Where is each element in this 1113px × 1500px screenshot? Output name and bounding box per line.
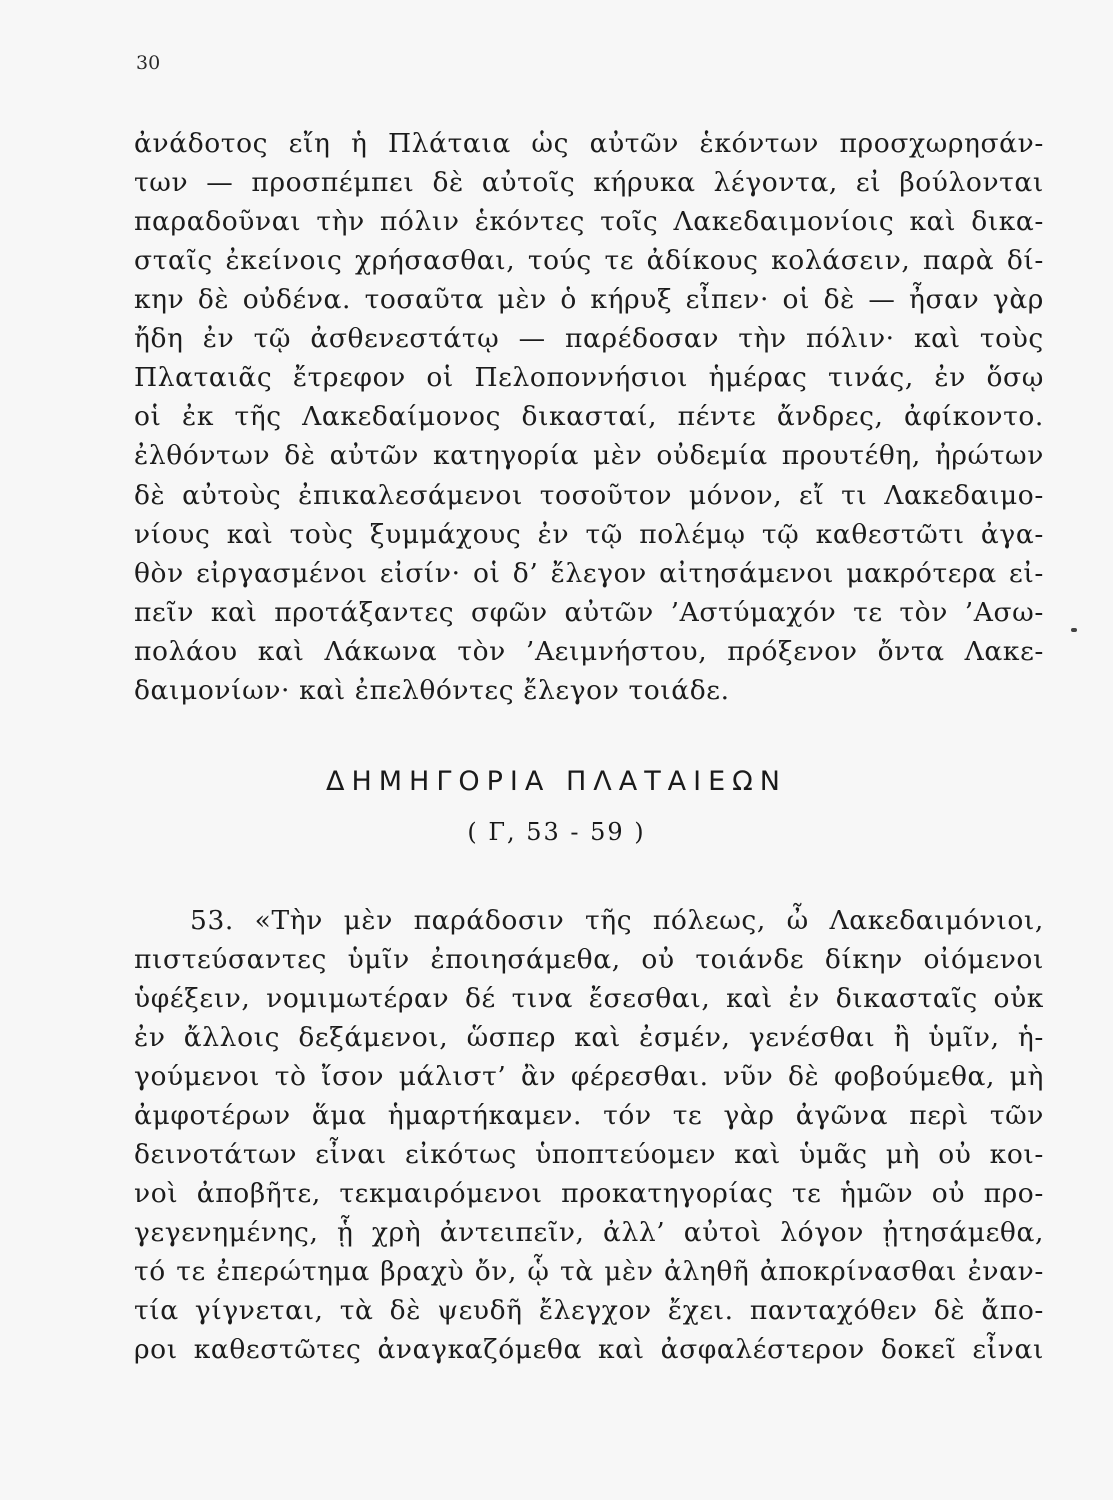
word: Λακε- bbox=[964, 636, 1044, 667]
word: ἅμα bbox=[311, 1100, 367, 1131]
word: γὰρ bbox=[723, 1100, 775, 1131]
word: βραχὺ bbox=[380, 1256, 465, 1287]
word: τεκμαιρόμενοι bbox=[339, 1178, 543, 1209]
word: πόλιν· bbox=[806, 323, 895, 354]
word: δοκεῖ bbox=[880, 1334, 957, 1365]
word: εἰργασμένοι bbox=[196, 558, 368, 589]
word: τε bbox=[604, 245, 635, 276]
word: ὑφέξειν, bbox=[134, 983, 251, 1014]
word: ὥσπερ bbox=[466, 1022, 557, 1053]
word: μὴ bbox=[885, 1139, 921, 1170]
word: οἱ bbox=[134, 401, 162, 432]
word: ᾧ bbox=[527, 1256, 550, 1287]
word: προσπέμπει bbox=[251, 167, 415, 198]
word: ἐναν- bbox=[967, 1256, 1044, 1287]
word: εἰ bbox=[855, 167, 882, 198]
word: προυτέθη, bbox=[781, 440, 921, 471]
word: φοβούμεθα, bbox=[833, 1061, 996, 1092]
word: ἀφίκοντο. bbox=[904, 401, 1044, 432]
word: πεῖν bbox=[134, 597, 195, 628]
word: δὲ bbox=[197, 284, 230, 315]
word: ἡμέρας bbox=[708, 362, 808, 393]
word: αὐτοὶ bbox=[683, 1217, 762, 1248]
word: θὸν bbox=[134, 558, 184, 589]
word: κήρυξ bbox=[590, 284, 673, 315]
word: περὶ bbox=[909, 1100, 969, 1131]
word: τε bbox=[853, 597, 883, 628]
word: τὰ bbox=[560, 1256, 594, 1287]
word: Πλάταια bbox=[388, 128, 511, 159]
word: ὑμᾶς bbox=[799, 1139, 868, 1170]
word: νίους bbox=[134, 519, 211, 550]
word: οὐ bbox=[938, 1139, 972, 1170]
word: ψευδῆ bbox=[437, 1295, 523, 1326]
word: κην bbox=[134, 284, 185, 315]
word: ’Αειμνήστου, bbox=[525, 636, 708, 667]
word: δὲ bbox=[933, 1295, 966, 1326]
word: ἀλλ’ bbox=[603, 1217, 666, 1248]
word: δικασταί, bbox=[521, 401, 658, 432]
word: ἐσμέν, bbox=[639, 1022, 731, 1053]
word: τοὺς bbox=[979, 323, 1044, 354]
word: τὸν bbox=[457, 636, 506, 667]
word: καὶ bbox=[726, 983, 773, 1014]
word: Λάκωνα bbox=[324, 636, 438, 667]
word: τε bbox=[791, 1178, 822, 1209]
word: τό bbox=[134, 1256, 166, 1287]
text-line bbox=[134, 597, 1044, 629]
word: παραδοῦναι bbox=[134, 206, 302, 237]
word: λόγον bbox=[780, 1217, 864, 1248]
word: οὐδεμία bbox=[656, 440, 768, 471]
word: ἴσον bbox=[321, 1061, 385, 1092]
word: τοσαῦτα bbox=[364, 284, 485, 315]
word: μὲν bbox=[343, 905, 393, 936]
word: προτάξαντες bbox=[274, 597, 455, 628]
text-line bbox=[134, 519, 1044, 551]
text-line bbox=[134, 1022, 1044, 1054]
word: τῷ bbox=[761, 519, 800, 550]
text-line bbox=[134, 245, 1044, 277]
word: μὲν bbox=[592, 440, 643, 471]
word: τῆς bbox=[585, 905, 633, 936]
word: εἶναι bbox=[315, 1139, 387, 1170]
word: ὑποπτεύομεν bbox=[535, 1139, 717, 1170]
word: προ- bbox=[983, 1178, 1044, 1209]
word: ἐκείνοις bbox=[225, 245, 343, 276]
word: φέρεσθαι. bbox=[570, 1061, 709, 1092]
word: ἔλεγον bbox=[550, 558, 647, 589]
word: μὴ bbox=[1009, 1061, 1044, 1092]
word: χρὴ bbox=[371, 1217, 422, 1248]
word: ἦσαν bbox=[909, 284, 980, 315]
word: αὐτῶν bbox=[329, 440, 419, 471]
text-line bbox=[134, 167, 1044, 199]
word: καὶ bbox=[913, 323, 961, 354]
word: οἱ bbox=[782, 284, 811, 315]
word: 53. bbox=[190, 905, 234, 936]
word: ἡμῶν bbox=[840, 1178, 914, 1209]
word: αὐτοῖς bbox=[481, 167, 576, 198]
text-line bbox=[134, 636, 1044, 668]
word: δὲ bbox=[823, 284, 855, 315]
word: νοὶ bbox=[134, 1178, 179, 1209]
word: ἠρώτων bbox=[934, 440, 1044, 471]
word: ἀμφοτέρων bbox=[134, 1100, 291, 1131]
word: Λακεδαίμονος bbox=[302, 401, 502, 432]
word: οἱ bbox=[426, 362, 454, 393]
word: ἐλθόντων bbox=[134, 440, 271, 471]
word: μὲν bbox=[497, 284, 547, 315]
word: γεγενημένης, bbox=[134, 1217, 319, 1248]
word: των bbox=[134, 167, 189, 198]
word: — bbox=[518, 323, 546, 354]
word: οἰόμενοι bbox=[923, 944, 1044, 975]
word: νομιμωτέραν bbox=[266, 983, 450, 1014]
word: ἐποιησάμεθα, bbox=[430, 944, 621, 975]
word: δεινοτάτων bbox=[134, 1139, 298, 1170]
word: Λακεδαιμόνιοι, bbox=[829, 905, 1044, 936]
word: ἐν bbox=[537, 519, 570, 550]
word: ἔτρεφον bbox=[292, 362, 406, 393]
word: ἐν bbox=[134, 1022, 166, 1053]
word: παράδοσιν bbox=[413, 905, 565, 936]
word: πανταχόθεν bbox=[749, 1295, 918, 1326]
word: εἴη bbox=[288, 128, 331, 159]
word: ἀδίκους bbox=[646, 245, 759, 276]
word: ροι bbox=[134, 1334, 178, 1365]
word: ἤδη bbox=[134, 323, 184, 354]
text-line bbox=[134, 206, 1044, 238]
word: κολάσειν, bbox=[771, 245, 911, 276]
word: ἀγα- bbox=[980, 519, 1044, 550]
word: — bbox=[868, 284, 896, 315]
word: τοιάνδε bbox=[695, 944, 805, 975]
word: Λακεδαιμο- bbox=[884, 480, 1044, 511]
word: ἄλλοις bbox=[183, 1022, 281, 1053]
word: Πλαταιᾶς bbox=[134, 362, 273, 393]
word: χρήσασθαι, bbox=[355, 245, 516, 276]
word: πόλεως, bbox=[652, 905, 766, 936]
word: σφῶν bbox=[470, 597, 548, 628]
word: τοσοῦτον bbox=[539, 480, 673, 511]
word: ξυμμάχους bbox=[369, 519, 522, 550]
word: ἄνδρες, bbox=[776, 401, 884, 432]
word: ἀποβῆτε, bbox=[196, 1178, 321, 1209]
word: τία bbox=[134, 1295, 179, 1326]
text-line bbox=[134, 944, 1044, 976]
page-number: 30 bbox=[136, 52, 161, 74]
word: ὄν, bbox=[474, 1256, 517, 1287]
text-line bbox=[134, 128, 1044, 160]
word: αὐτοὺς bbox=[182, 480, 282, 511]
word: μακρότερα bbox=[846, 558, 997, 589]
word: εἰ- bbox=[1009, 558, 1044, 589]
word: ἀσφαλέστερον bbox=[660, 1334, 865, 1365]
text-line bbox=[134, 1061, 1044, 1093]
word: αὐτῶν bbox=[564, 597, 654, 628]
text-line bbox=[134, 1295, 1044, 1327]
word: τινάς, bbox=[827, 362, 914, 393]
word: τούς bbox=[527, 245, 592, 276]
word: οὐκ bbox=[993, 983, 1044, 1014]
word: νῦν bbox=[723, 1061, 774, 1092]
word: μὲν bbox=[604, 1256, 654, 1287]
text-line bbox=[134, 983, 1044, 1015]
word: ὄντα bbox=[877, 636, 945, 667]
word: δὲ bbox=[432, 167, 464, 198]
word: κήρυκα bbox=[593, 167, 696, 198]
word: ἐπερώτημα bbox=[216, 1256, 370, 1287]
word: ἀντειπεῖν, bbox=[439, 1217, 585, 1248]
word: ὁ bbox=[560, 284, 577, 315]
word: ἀποκρίνασθαι bbox=[759, 1256, 958, 1287]
word: τόν bbox=[603, 1100, 652, 1131]
word: ἀναγκαζόμεθα bbox=[377, 1334, 582, 1365]
word: δὲ bbox=[389, 1295, 422, 1326]
word: τοὺς bbox=[289, 519, 354, 550]
word: καὶ bbox=[597, 1334, 645, 1365]
word: δεξάμενοι, bbox=[298, 1022, 449, 1053]
word: προκατηγορίας bbox=[561, 1178, 774, 1209]
word: ἐκ bbox=[182, 401, 215, 432]
word: προσχωρησάν- bbox=[839, 128, 1044, 159]
word: ὑμῖν bbox=[347, 944, 410, 975]
word: πιστεύσαντες bbox=[134, 944, 327, 975]
word: ὦ bbox=[786, 905, 809, 936]
word: ἂν bbox=[521, 1061, 557, 1092]
text-line bbox=[134, 1139, 1044, 1171]
word: τε bbox=[176, 1256, 206, 1287]
word: ἢ bbox=[893, 1022, 911, 1053]
word: δέ bbox=[464, 983, 496, 1014]
word: μόνον, bbox=[688, 480, 783, 511]
word: ἑκόντων bbox=[699, 128, 819, 159]
word: εἰκότως bbox=[404, 1139, 517, 1170]
word: ἐν bbox=[788, 983, 820, 1014]
word: κατηγορία bbox=[432, 440, 579, 471]
word: λέγοντα, bbox=[713, 167, 838, 198]
word: βούλονται bbox=[899, 167, 1044, 198]
word: Πελοποννήσιοι bbox=[474, 362, 689, 393]
text-line bbox=[134, 323, 1044, 355]
word: ἀσθενεστάτῳ bbox=[310, 323, 500, 354]
section-heading: ΔΗΜΗΓΟΡΙΑ ΠΛΑΤΑΙΕΩΝ bbox=[325, 766, 788, 797]
word: τὸν bbox=[899, 597, 948, 628]
word: — bbox=[206, 167, 234, 198]
word: ἔσεσθαι, bbox=[588, 983, 711, 1014]
word: ἄπο- bbox=[981, 1295, 1044, 1326]
word: καὶ bbox=[574, 1022, 621, 1053]
word: δί- bbox=[1006, 245, 1044, 276]
text-line bbox=[134, 558, 1044, 590]
text-line bbox=[134, 362, 1044, 394]
word: οὐδένα. bbox=[242, 284, 352, 315]
word: αἰτησάμενοι bbox=[659, 558, 834, 589]
text-line bbox=[134, 1256, 1044, 1288]
text-line-last: δαιμονίων· καὶ ἐπελθόντες ἔλεγον τοιάδε. bbox=[134, 675, 730, 706]
word: ἀγῶνα bbox=[795, 1100, 889, 1131]
word: ὡς bbox=[531, 128, 570, 159]
word: ’Αστύμαχόν bbox=[670, 597, 837, 628]
word: τι bbox=[841, 480, 868, 511]
word: αὐτῶν bbox=[589, 128, 679, 159]
word: πόλιν bbox=[379, 206, 460, 237]
text-line bbox=[134, 1217, 1044, 1249]
word: ἔλεγχον bbox=[538, 1295, 652, 1326]
word: παρέδοσαν bbox=[565, 323, 720, 354]
text-line bbox=[134, 440, 1044, 472]
word: καὶ bbox=[734, 1139, 781, 1170]
word: ἔχει. bbox=[667, 1295, 734, 1326]
text-line bbox=[134, 1334, 1044, 1366]
word: γίγνεται, bbox=[194, 1295, 324, 1326]
word: ἀνάδοτος bbox=[134, 128, 269, 159]
word: ὅσῳ bbox=[986, 362, 1044, 393]
word: πέντε bbox=[677, 401, 757, 432]
word: κοι- bbox=[989, 1139, 1044, 1170]
word: τε bbox=[672, 1100, 703, 1131]
word: καθεστῶτες bbox=[193, 1334, 362, 1365]
word: ἡ bbox=[350, 128, 368, 159]
word: ἐν bbox=[202, 323, 235, 354]
word: τῆς bbox=[234, 401, 282, 432]
word: τῷ bbox=[585, 519, 623, 550]
word: ἑκόντες bbox=[474, 206, 585, 237]
word: παρὰ bbox=[923, 245, 995, 276]
word: οὐ bbox=[641, 944, 675, 975]
word: καθεστῶτι bbox=[815, 519, 965, 550]
word: Λακεδαιμονίοις bbox=[673, 206, 895, 237]
word: «Τὴν bbox=[254, 905, 323, 936]
word: δὲ bbox=[787, 1061, 820, 1092]
word: καὶ bbox=[210, 597, 258, 628]
text-line bbox=[190, 905, 1044, 937]
word: δικα- bbox=[971, 206, 1044, 237]
word: καὶ bbox=[257, 636, 305, 667]
word: πολέμῳ bbox=[639, 519, 746, 550]
word: εἴ bbox=[799, 480, 825, 511]
word: τινα bbox=[511, 983, 574, 1014]
word: τῷ bbox=[253, 323, 292, 354]
word: ἡμαρτήκαμεν. bbox=[387, 1100, 583, 1131]
section-reference: ( Γ, 53 - 59 ) bbox=[467, 818, 646, 846]
word: δὲ bbox=[284, 440, 316, 471]
word: δὲ bbox=[134, 480, 166, 511]
word: οὐ bbox=[931, 1178, 966, 1209]
word: ἐπικαλεσάμενοι bbox=[298, 480, 523, 511]
word: καὶ bbox=[909, 206, 957, 237]
word: τοῖς bbox=[600, 206, 659, 237]
text-line bbox=[134, 284, 1044, 316]
word: οἱ bbox=[472, 558, 501, 589]
word: εἶπεν· bbox=[685, 284, 770, 315]
word: τῶν bbox=[989, 1100, 1044, 1131]
word: εἰσίν· bbox=[379, 558, 461, 589]
word: γενέσθαι bbox=[748, 1022, 876, 1053]
word: τὰ bbox=[339, 1295, 374, 1326]
text-line bbox=[134, 480, 1044, 512]
word: ’Ασω- bbox=[964, 597, 1044, 628]
word: δίκην bbox=[824, 944, 903, 975]
word: καὶ bbox=[226, 519, 274, 550]
word: γούμενοι bbox=[134, 1061, 261, 1092]
word: σταῖς bbox=[134, 245, 213, 276]
word: τὴν bbox=[316, 206, 365, 237]
word: ἐν bbox=[934, 362, 966, 393]
scan-mark bbox=[1071, 628, 1077, 632]
word: ᾐτησάμεθα, bbox=[882, 1217, 1044, 1248]
word: δ’ bbox=[512, 558, 539, 589]
word: εἶναι bbox=[972, 1334, 1044, 1365]
word: πολάου bbox=[134, 636, 238, 667]
word: ἀληθῆ bbox=[664, 1256, 750, 1287]
word: τὴν bbox=[738, 323, 787, 354]
text-line bbox=[134, 1178, 1044, 1210]
word: ᾗ bbox=[336, 1217, 354, 1248]
text-line bbox=[134, 401, 1044, 433]
word: μάλιστ’ bbox=[398, 1061, 507, 1092]
word: πρόξενον bbox=[727, 636, 858, 667]
word: γὰρ bbox=[992, 284, 1044, 315]
word: δικασταῖς bbox=[835, 983, 978, 1014]
text-line bbox=[134, 1100, 1044, 1132]
word: τὸ bbox=[274, 1061, 307, 1092]
word: ἡ- bbox=[1017, 1022, 1044, 1053]
word: ὑμῖν, bbox=[928, 1022, 1000, 1053]
